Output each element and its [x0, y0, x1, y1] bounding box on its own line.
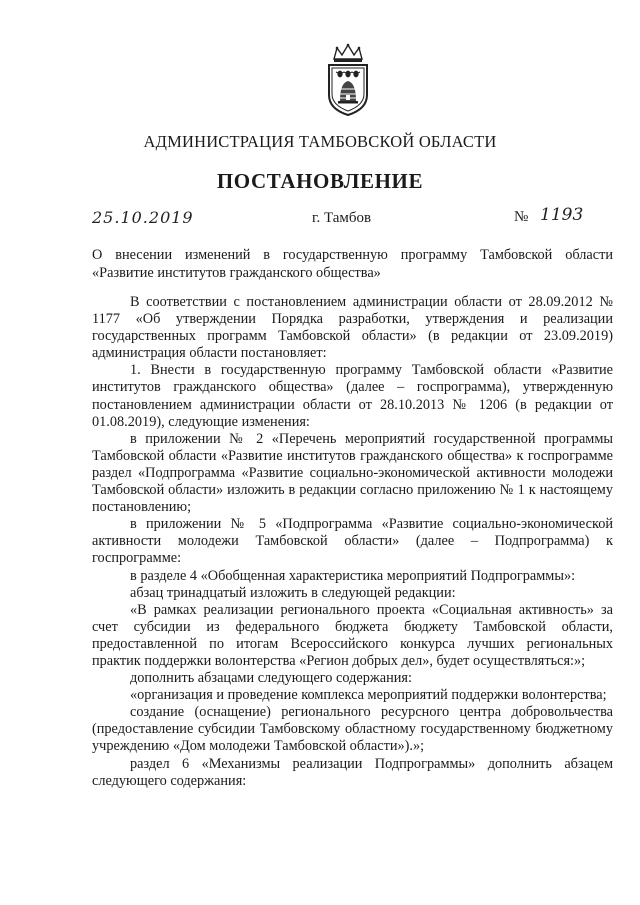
- paragraph: 1. Внести в государственную программу Тамбовской области «Развитие институтов гражданского общества» (далее – госпрограмма), утвержденную постановлением администрации области от 28.10.2013 № 1206 (в редакции от 01.08.2019), следующие изменения:: [92, 362, 613, 430]
- paragraph: абзац тринадцатый изложить в следующей редакции:: [130, 584, 456, 601]
- document-number-label: №: [514, 209, 529, 225]
- organization-name: АДМИНИСТРАЦИЯ ТАМБОВСКОЙ ОБЛАСТИ: [143, 132, 497, 151]
- document-subject: О внесении изменений в государственную программу Тамбовской области «Развитие институтов гражданского общества»: [92, 247, 613, 281]
- document-date-handwritten: 25.10.2019: [92, 208, 194, 227]
- paragraph: создание (оснащение) регионального ресурсного центра добровольчества (предоставление субсидии Тамбовскому областному государственному бюджетному учреждению «Дом молодежи Тамбовской области»).»;: [92, 704, 613, 755]
- paragraph: «В рамках реализации регионального проекта «Социальная активность» за счет субсидии из федерального бюджета бюджету Тамбовской области, предоставленной по итогам Всероссийского конкурса лучших региональных практик поддержки волонтерства «Регион добрых дел», будет осуществляться:»;: [92, 601, 613, 669]
- coat-of-arms-icon: [325, 43, 371, 117]
- paragraph: в приложении № 2 «Перечень мероприятий государственной программы Тамбовской области «Развитие институтов гражданского общества» к госпрограмме раздел «Подпрограмма «Развитие социально-экономической активности молодежи Тамбовской области» изложить в редакции согласно приложению № 1 к настоящему постановлению;: [92, 430, 613, 516]
- document-body: [92, 294, 613, 790]
- paragraph: «организация и проведение комплекса мероприятий поддержки волонтерства;: [130, 687, 607, 704]
- document-number-handwritten: 1193: [540, 205, 584, 225]
- paragraph: дополнить абзацами следующего содержания:: [130, 670, 412, 687]
- document-city: г. Тамбов: [312, 210, 372, 226]
- paragraph: В соответствии с постановлением администрации области от 28.09.2012 № 1177 «Об утверждении Порядка разработки, утверждения и реализации государственных программ Тамбовской области» (в редакции от 23.09.2019) администрация области постановляет:: [92, 294, 613, 362]
- document-type-title: ПОСТАНОВЛЕНИЕ: [216, 169, 424, 193]
- paragraph: раздел 6 «Механизмы реализации Подпрограммы» дополнить абзацем следующего содержания:: [92, 755, 613, 789]
- paragraph: в разделе 4 «Обобщенная характеристика мероприятий Подпрограммы»:: [130, 567, 576, 584]
- paragraph: в приложении № 5 «Подпрограмма «Развитие социально-экономической активности молодежи Тамбовской области» (далее – Подпрограмма) к госпрограмме:: [92, 516, 613, 567]
